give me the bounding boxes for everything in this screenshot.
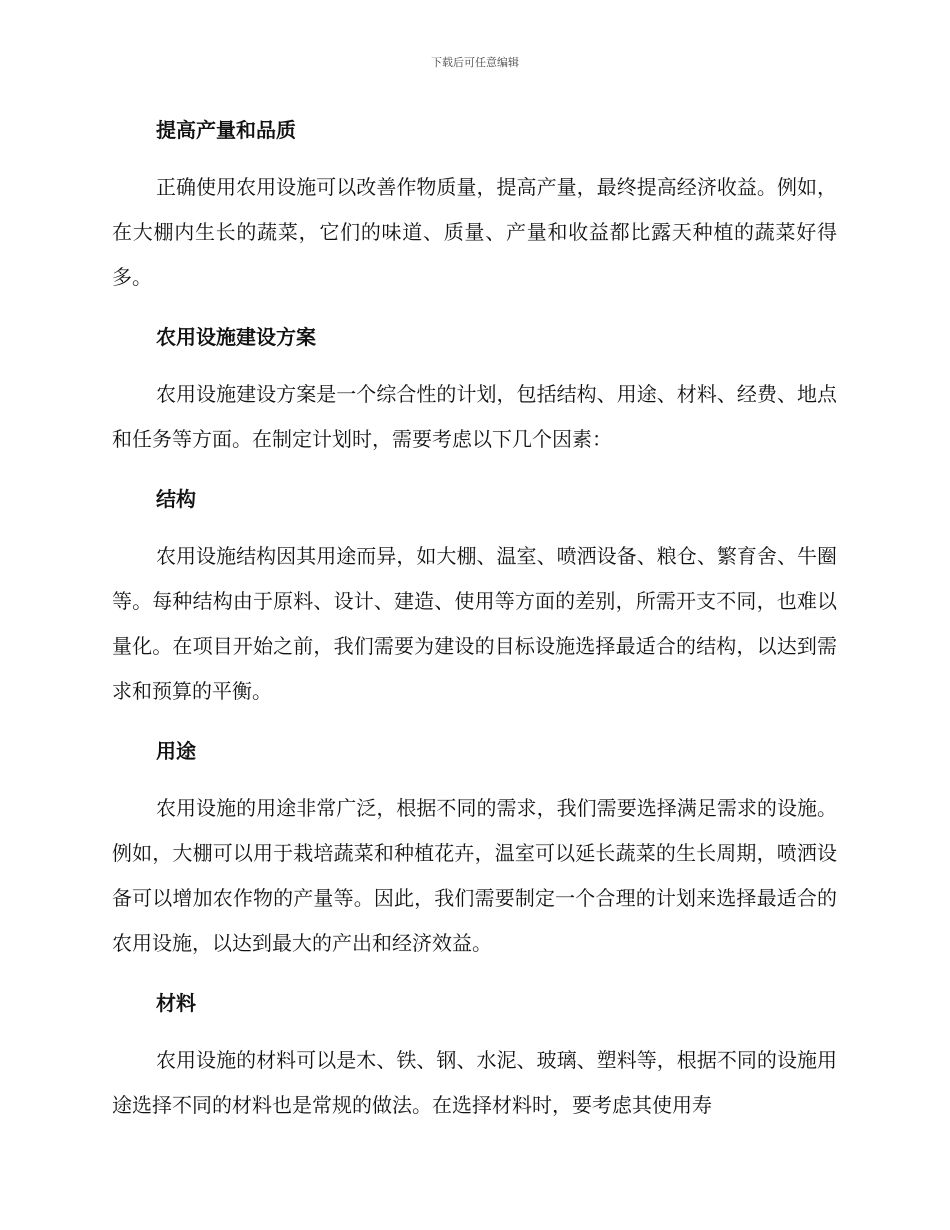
section-usage bbox=[112, 729, 837, 966]
section-paragraph: 农用设施结构因其用途而异，如大棚、温室、喷洒设备、粮仓、繁育舍、牛圈等。每种结构由于原料、设计、建造、使用等方面的差别，所需开支不同，也难以量化。在项目开始之前，我们需要为建设的目标设施选择最适合的结构，以达到需求和预算的平衡。 bbox=[112, 544, 837, 703]
section-materials bbox=[112, 981, 837, 1128]
section-heading: 用途 bbox=[156, 739, 196, 763]
section-paragraph: 农用设施的材料可以是木、铁、钢、水泥、玻璃、塑料等，根据不同的设施用途选择不同的材料也是常规的做法。在选择材料时，要考虑其使用寿 bbox=[112, 1048, 837, 1117]
section-heading: 结构 bbox=[156, 487, 196, 511]
header-note: 下载后可任意编辑 bbox=[431, 56, 519, 69]
section-yield-quality bbox=[112, 108, 837, 300]
section-paragraph: 正确使用农用设施可以改善作物质量，提高产量，最终提高经济收益。例如，在大棚内生长的蔬菜，它们的味道、质量、产量和收益都比露天种植的蔬菜好得多。 bbox=[112, 175, 837, 289]
section-heading: 材料 bbox=[156, 991, 196, 1015]
section-paragraph: 农用设施的用途非常广泛，根据不同的需求，我们需要选择满足需求的设施。例如，大棚可以用于栽培蔬菜和种植花卉，温室可以延长蔬菜的生长周期，喷洒设备可以增加农作物的产量等。因此，我们需要制定一个合理的计划来选择最适合的农用设施，以达到最大的产出和经济效益。 bbox=[112, 796, 837, 955]
section-construction-plan bbox=[112, 315, 837, 462]
section-structure bbox=[112, 477, 837, 714]
document-body bbox=[112, 108, 837, 1128]
section-heading: 农用设施建设方案 bbox=[156, 325, 316, 349]
section-paragraph: 农用设施建设方案是一个综合性的计划，包括结构、用途、材料、经费、地点和任务等方面。在制定计划时，需要考虑以下几个因素： bbox=[112, 382, 837, 451]
section-heading: 提高产量和品质 bbox=[156, 118, 296, 142]
